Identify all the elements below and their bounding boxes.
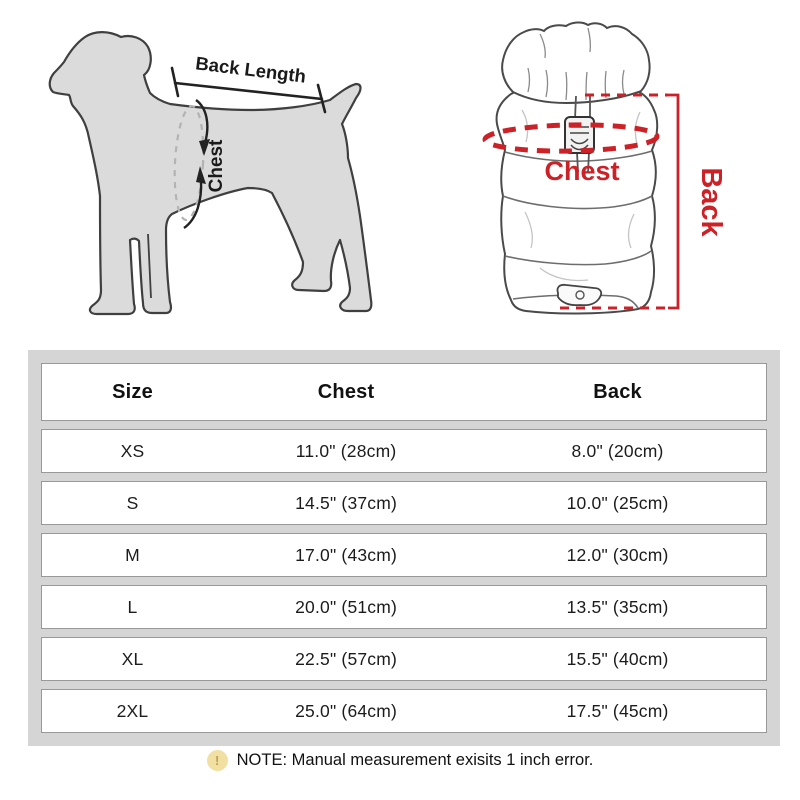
table-row [41,637,767,681]
chest-value: 14.5" (37cm) [295,492,398,513]
table-row [41,533,767,577]
back-dim-vertical-line [668,95,678,308]
col-header-back: Back [593,380,642,403]
logo-patch-shape [557,285,601,305]
back-value: 12.0" (30cm) [566,544,669,565]
size-value: XL [121,648,144,669]
chest-value: 17.0" (43cm) [295,544,398,565]
back-value: 13.5" (35cm) [566,596,669,617]
jacket-collar-shape [502,22,649,103]
size-value: 2XL [116,700,149,721]
measurement-note [0,750,800,771]
chest-value: 11.0" (28cm) [295,440,397,461]
back-value: 10.0" (25cm) [566,492,669,513]
exclamation-icon: ! [207,750,228,771]
jacket-chest-label: Chest [544,156,620,186]
dog-measurement-diagram [18,6,402,340]
size-value: L [127,596,138,617]
back-value: 17.5" (45cm) [566,700,669,721]
size-value: XS [120,440,145,461]
dog-chest-label: Chest [206,139,227,193]
table-row [41,689,767,733]
back-value: 8.0" (20cm) [571,440,664,461]
col-header-chest: Chest [317,380,375,403]
size-table [28,350,780,746]
table-header-row [41,363,767,421]
chest-value: 25.0" (64cm) [295,700,398,721]
table-row [41,429,767,473]
size-value: S [126,492,139,513]
jacket-measurement-diagram [458,8,762,332]
chest-value: 20.0" (51cm) [295,596,398,617]
col-header-size: Size [112,380,153,403]
note-text: NOTE: Manual measurement exisits 1 inch error. [236,751,594,769]
table-row [41,481,767,525]
jacket-back-label: Back [695,167,727,237]
chest-value: 22.5" (57cm) [295,648,398,669]
buckle-shape [565,117,594,153]
table-row [41,585,767,629]
back-length-label: Back Length [194,52,308,87]
back-value: 15.5" (40cm) [566,648,669,669]
size-value: M [125,544,140,565]
